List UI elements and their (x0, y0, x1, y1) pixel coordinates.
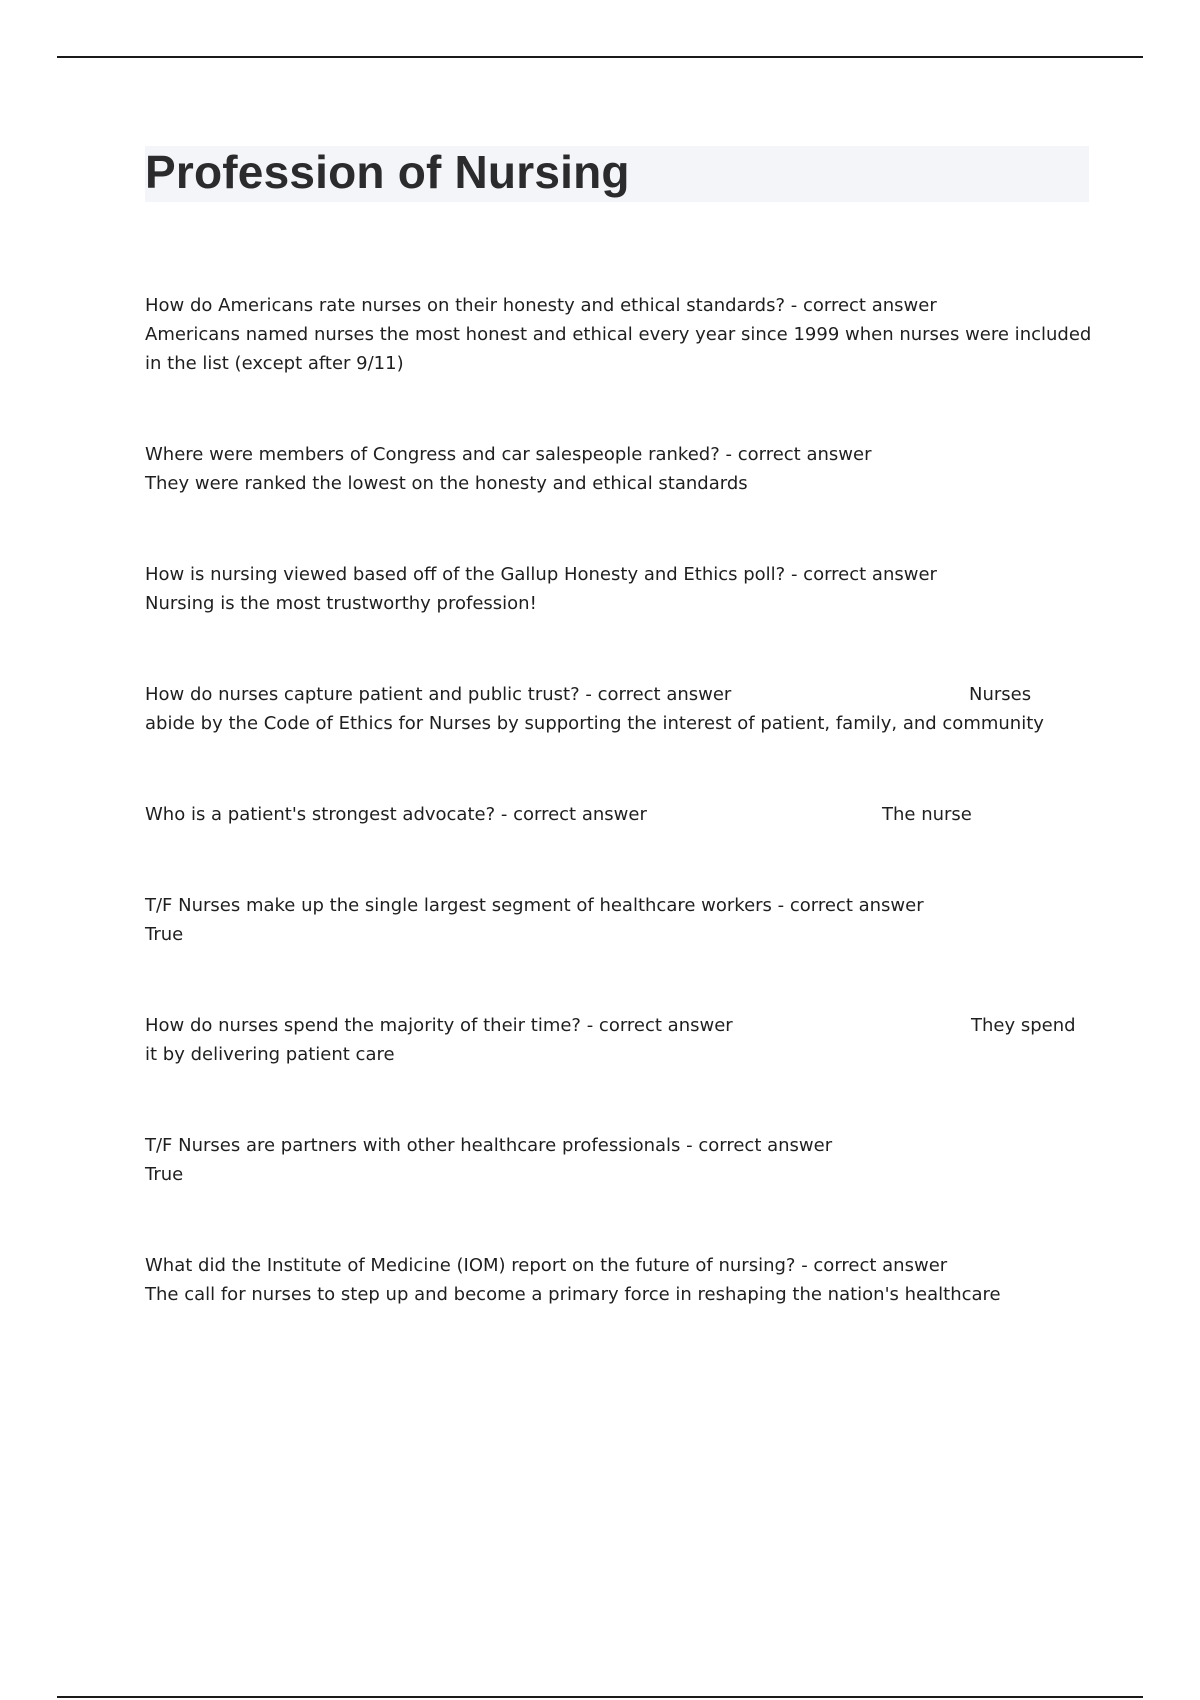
qa-item (145, 891, 1085, 949)
answer-text: it by delivering patient care (145, 1044, 395, 1065)
document-title: Profession of Nursing (145, 146, 630, 198)
question-text: T/F Nurses are partners with other healthcare professionals - correct answer (145, 1135, 833, 1156)
question-text: How is nursing viewed based off of the Gallup Honesty and Ethics poll? - correct answer (145, 564, 937, 585)
answer-inline-text: They spend (971, 1015, 1076, 1036)
qa-item (145, 1251, 1085, 1309)
qa-item (145, 560, 1085, 618)
qa-item (145, 291, 1092, 378)
answer-text: True (145, 924, 184, 945)
question-text: How do nurses spend the majority of their time? - correct answer (145, 1015, 733, 1036)
answer-text: Nursing is the most trustworthy profession! (145, 593, 537, 614)
header-rule (57, 56, 1143, 58)
answer-text: Americans named nurses the most honest and ethical every year since 1999 when nurses were included (145, 324, 1092, 345)
answer-text: They were ranked the lowest on the honesty and ethical standards (145, 473, 748, 494)
answer-text: in the list (except after 9/11) (145, 353, 404, 374)
qa-item (145, 1011, 1085, 1069)
answer-inline-text: Nurses (969, 684, 1032, 705)
question-text: How do nurses capture patient and public trust? - correct answer (145, 684, 732, 705)
qa-item (145, 800, 1085, 829)
question-text: Who is a patient's strongest advocate? - correct answer (145, 804, 647, 825)
footer-rule (57, 1696, 1143, 1698)
answer-text: abide by the Code of Ethics for Nurses by supporting the interest of patient, family, and community (145, 713, 1044, 734)
answer-text: The call for nurses to step up and become a primary force in reshaping the nation's healthcare (145, 1284, 1001, 1305)
question-text: Where were members of Congress and car salespeople ranked? - correct answer (145, 444, 872, 465)
question-text: T/F Nurses make up the single largest segment of healthcare workers - correct answer (145, 895, 924, 916)
question-text: What did the Institute of Medicine (IOM) report on the future of nursing? - correct answer (145, 1255, 948, 1276)
qa-item (145, 680, 1085, 738)
answer-inline-text: The nurse (882, 804, 972, 825)
qa-item (145, 1131, 1085, 1189)
qa-item (145, 440, 1085, 498)
answer-text: True (145, 1164, 184, 1185)
question-text: How do Americans rate nurses on their honesty and ethical standards? - correct answer (145, 295, 937, 316)
